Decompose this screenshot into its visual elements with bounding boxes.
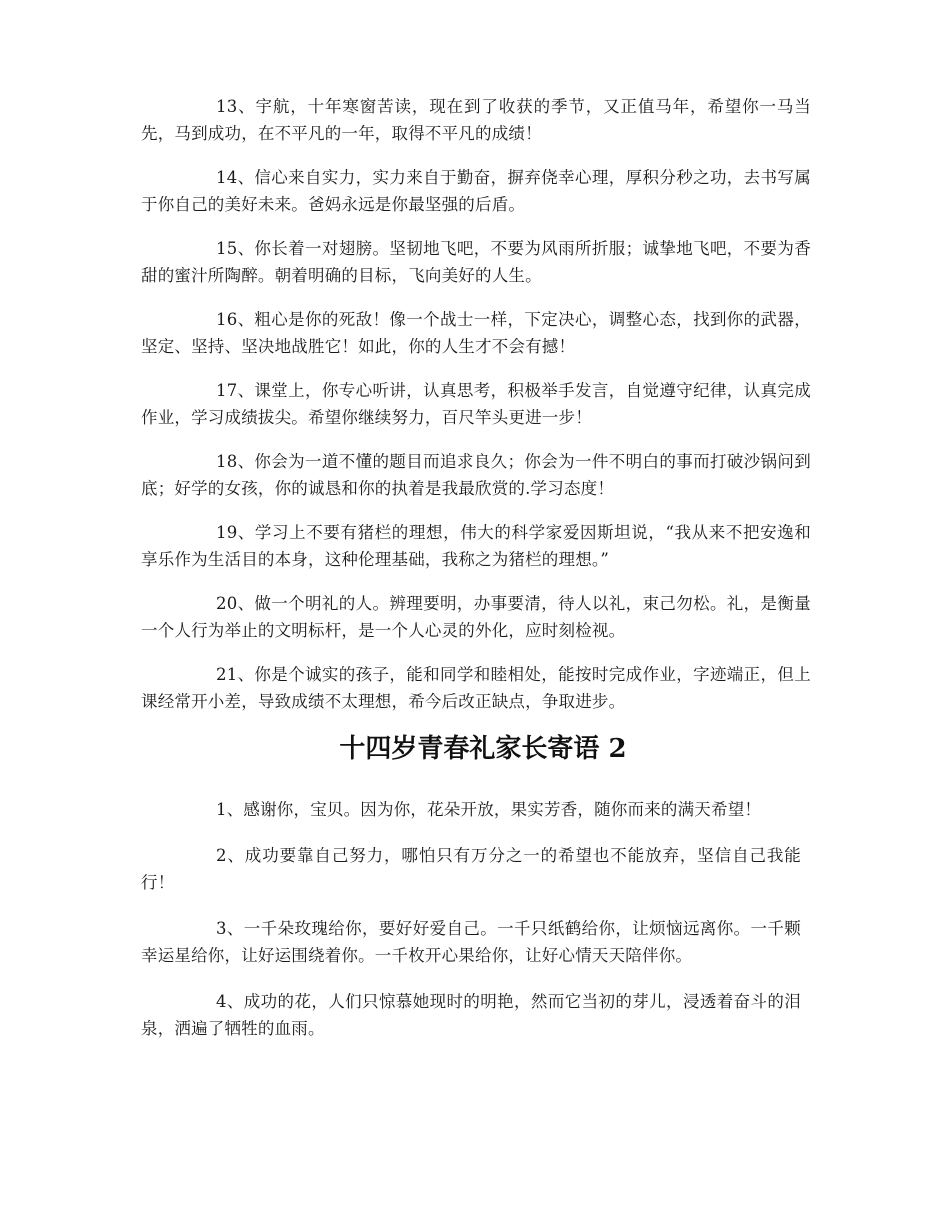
message-paragraph: 20、做一个明礼的人。辨理要明，办事要清，待人以礼，束己勿松。礼，是衡量一个人行为举止的文明标杆，是一个人心灵的外化，应时刻检视。 bbox=[141, 594, 811, 640]
message-paragraph: 3、一千朵玫瑰给你，要好好爱自己。一千只纸鹤给你，让烦恼远离你。一千颗幸运星给你，让好运围绕着你。一千枚开心果给你，让好心情天天陪伴你。 bbox=[141, 919, 801, 965]
message-list-section-1 bbox=[141, 93, 811, 715]
message-paragraph: 15、你长着一对翅膀。坚韧地飞吧，不要为风雨所折服；诚挚地飞吧，不要为香甜的蜜汁所陶醉。朝着明确的目标，飞向美好的人生。 bbox=[141, 239, 811, 285]
message-paragraph: 16、粗心是你的死敌！像一个战士一样，下定决心，调整心态，找到你的武器，坚定、坚持、坚决地战胜它！如此，你的人生才不会有撼！ bbox=[141, 310, 811, 356]
message-paragraph: 19、学习上不要有猪栏的理想，伟大的科学家爱因斯坦说，“我从来不把安逸和享乐作为生活目的本身，这种伦理基础，我称之为猪栏的理想。” bbox=[141, 523, 811, 569]
message-list-section-2 bbox=[141, 796, 811, 1042]
message-paragraph: 1、感谢你，宝贝。因为你，花朵开放，果实芳香，随你而来的满天希望！ bbox=[216, 800, 762, 819]
message-paragraph: 13、宇航，十年寒窗苦读，现在到了收获的季节，又正值马年，希望你一马当先，马到成功，在不平凡的一年，取得不平凡的成绩！ bbox=[141, 97, 811, 143]
document-body bbox=[141, 93, 811, 1061]
section-heading: 十四岁青春礼家长寄语 2 bbox=[339, 734, 627, 764]
message-paragraph: 14、信心来自实力，实力来自于勤奋，摒弃侥幸心理，厚积分秒之功，去书写属于你自己的美好未来。爸妈永远是你最坚强的后盾。 bbox=[141, 168, 811, 214]
message-paragraph: 17、课堂上，你专心听讲，认真思考，积极举手发言，自觉遵守纪律，认真完成作业，学习成绩拔尖。希望你继续努力，百尺竿头更进一步！ bbox=[141, 381, 811, 427]
message-paragraph: 2、成功要靠自己努力，哪怕只有万分之一的希望也不能放弃，坚信自己我能行！ bbox=[141, 846, 801, 892]
message-paragraph: 4、成功的花，人们只惊慕她现时的明艳，然而它当初的芽儿，浸透着奋斗的泪泉，洒遍了牺牲的血雨。 bbox=[141, 992, 801, 1038]
message-paragraph: 21、你是个诚实的孩子，能和同学和睦相处，能按时完成作业，字迹端正，但上课经常开小差，导致成绩不太理想，希今后改正缺点，争取进步。 bbox=[141, 665, 811, 711]
message-paragraph: 18、你会为一道不懂的题目而追求良久；你会为一件不明白的事而打破沙锅问到底；好学的女孩，你的诚恳和你的执着是我最欣赏的.学习态度！ bbox=[141, 452, 811, 498]
